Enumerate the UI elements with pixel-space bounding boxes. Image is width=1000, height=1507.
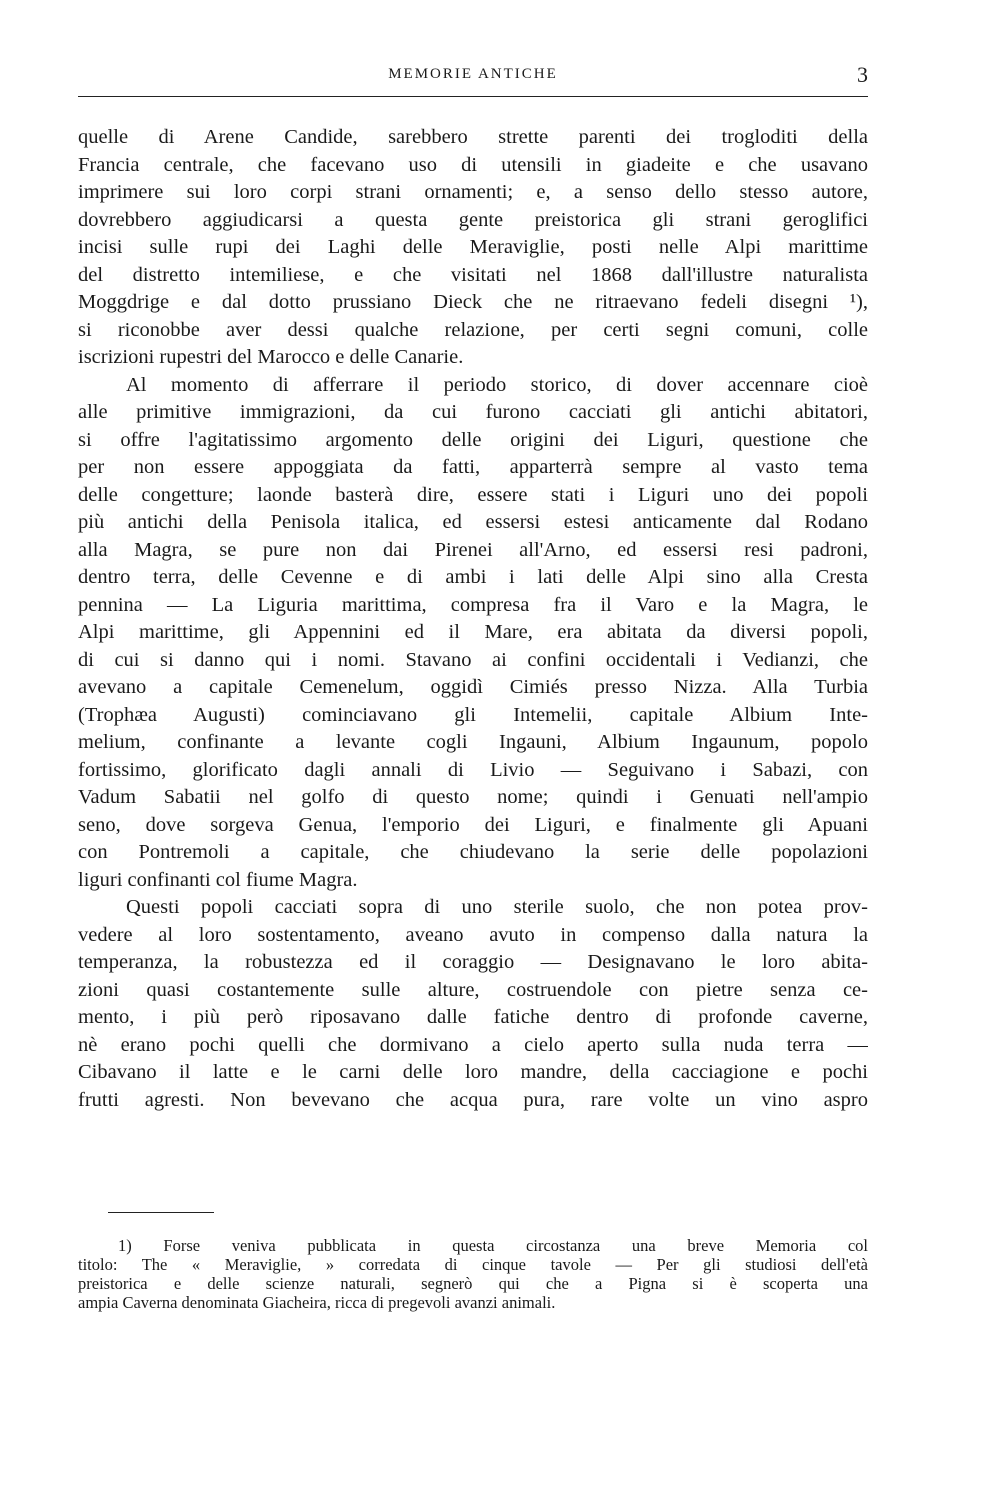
text-line: temperanza, la robustezza ed il coraggio — Designavano le loro abita-: [78, 951, 868, 973]
text-line: pennina — La Liguria marittima, compresa fra il Varo e la Magra, le: [78, 593, 868, 616]
footnote-line: ampia Caverna denominata Giacheira, ricca di pregevoli avanzi animali.: [78, 1293, 556, 1312]
footnote: [78, 1236, 868, 1312]
header-rule: [78, 96, 868, 97]
text-line: nè erano pochi quelli che dormivano a cielo aperto sulla nuda terra —: [78, 1033, 868, 1056]
text-line: delle congetture; laonde basterà dire, essere stati i Liguri uno dei popoli: [78, 483, 868, 506]
text-line: si offre l'agitatissimo argomento delle origini dei Liguri, questione che: [78, 428, 868, 451]
footnote-line: titolo: The « Meraviglie, » corredata di cinque tavole — Per gli studiosi dell'età: [78, 1255, 868, 1274]
paragraph-start-line: Al momento di afferrare il periodo storico, di dover accennare cioè: [126, 373, 868, 396]
text-line: vedere al loro sostentamento, aveano avuto in compenso dalla natura la: [78, 923, 868, 946]
text-line: del distretto intemiliese, e che visitati nel 1868 dall'illustre naturalista: [78, 263, 868, 286]
text-line: frutti agresti. Non bevevano che acqua pura, rare volte un vino aspro: [78, 1088, 868, 1111]
text-line: di cui si danno qui i nomi. Stavano ai confini occidentali i Vedianzi, che: [78, 648, 868, 671]
text-line: avevano a capitale Cemenelum, oggidì Cimiés presso Nizza. Alla Turbia: [78, 676, 868, 698]
text-line: imprimere sui loro corpi strani ornamenti; e, a senso dello stesso autore,: [78, 181, 868, 203]
paragraph-start-line: Questi popoli cacciati sopra di uno sterile suolo, che non potea prov-: [126, 896, 868, 918]
text-line: dovrebbero aggiudicarsi a questa gente preistorica gli strani geroglifici: [78, 208, 868, 231]
text-line: (Trophæa Augusti) cominciavano gli Intemelii, capitale Albium Inte-: [78, 703, 868, 726]
text-line: iscrizioni rupestri del Marocco e delle Canarie.: [78, 346, 464, 368]
footnote-rule: [108, 1212, 214, 1213]
running-head: MEMORIE ANTICHE: [388, 66, 558, 82]
page-header: [78, 62, 868, 92]
text-line: fortissimo, glorificato dagli annali di Livio — Seguivano i Sabazi, con: [78, 758, 868, 781]
text-line: zioni quasi costantemente sulle alture, costruendole con pietre senza ce-: [78, 978, 868, 1001]
text-line: più antichi della Penisola italica, ed essersi estesi anticamente dal Rodano: [78, 511, 868, 533]
text-line: liguri confinanti col fiume Magra.: [78, 868, 358, 891]
text-line: quelle di Arene Candide, sarebbero strette parenti dei trogloditi della: [78, 126, 868, 148]
text-line: Moggdrige e dal dotto prussiano Dieck che ne ritraevano fedeli disegni ¹),: [78, 291, 868, 313]
text-line: alle primitive immigrazioni, da cui furono cacciati gli antichi abitatori,: [78, 401, 868, 423]
text-line: dentro terra, delle Cevenne e di ambi i lati delle Alpi sino alla Cresta: [78, 566, 868, 588]
text-line: Vadum Sabatii nel golfo di questo nome; quindi i Genuati nell'ampio: [78, 786, 868, 808]
body-text: [78, 124, 868, 1114]
text-line: alla Magra, se pure non dai Pirenei all'Arno, ed essersi resi padroni,: [78, 538, 868, 561]
footnote-line: preistorica e delle scienze naturali, segnerò qui che a Pigna si è scoperta una: [78, 1274, 868, 1293]
text-line: con Pontremoli a capitale, che chiudevano la serie delle popolazioni: [78, 841, 868, 863]
page-number: 3: [857, 62, 868, 87]
text-line: seno, dove sorgeva Genua, l'emporio dei Liguri, e finalmente gli Apuani: [78, 813, 868, 836]
footnote-line: 1) Forse veniva pubblicata in questa circostanza una breve Memoria col: [118, 1236, 868, 1255]
text-line: melium, confinante a levante cogli Ingauni, Albium Ingaunum, popolo: [78, 731, 868, 753]
text-line: Cibavano il latte e le carni delle loro mandre, della cacciagione e pochi: [78, 1061, 868, 1083]
text-line: per non essere appoggiata da fatti, apparterrà sempre al vasto tema: [78, 456, 868, 478]
text-line: incisi sulle rupi dei Laghi delle Meraviglie, posti nelle Alpi marittime: [78, 236, 868, 258]
text-line: si riconobbe aver dessi qualche relazione, per certi segni comuni, colle: [78, 318, 868, 341]
text-line: Francia centrale, che facevano uso di utensili in giadeite e che usavano: [78, 153, 868, 176]
text-line: Alpi marittime, gli Appennini ed il Mare, era abitata da diversi popoli,: [78, 621, 868, 643]
text-line: mento, i più però riposavano dalle fatiche dentro di profonde caverne,: [78, 1006, 868, 1028]
